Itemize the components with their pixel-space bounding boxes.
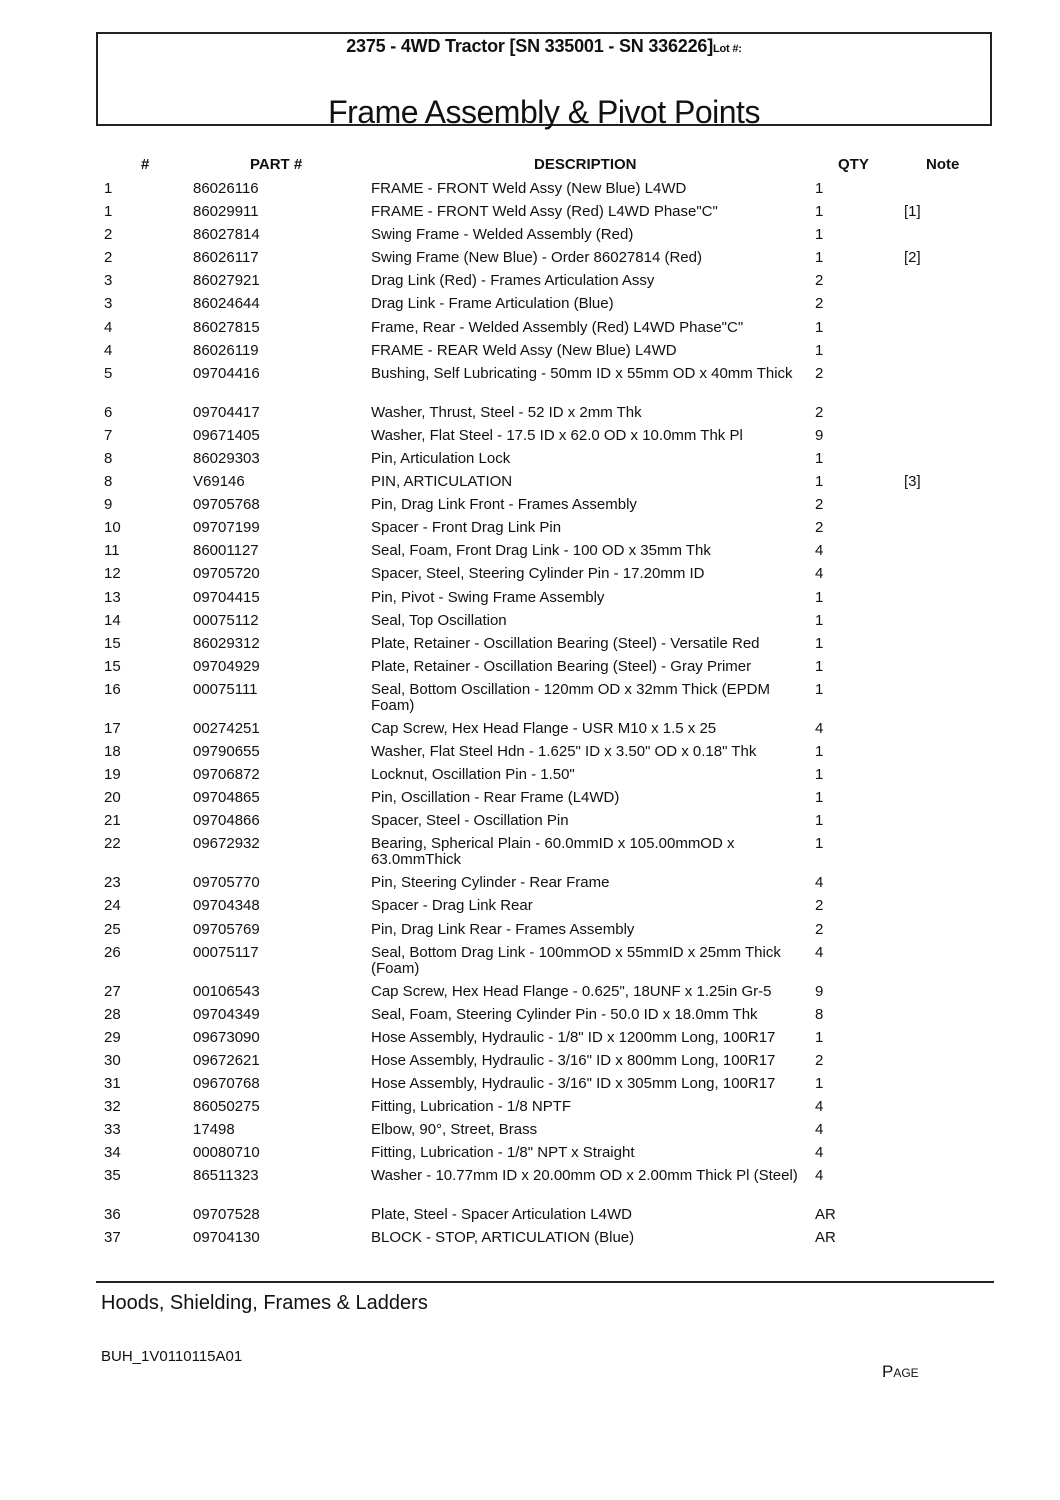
quantity: 9	[815, 426, 824, 444]
part-description: Cap Screw, Hex Head Flange - 0.625", 18UNF x 1.25in Gr-5	[371, 982, 772, 1000]
part-description: FRAME - FRONT Weld Assy (New Blue) L4WD	[371, 180, 687, 197]
note: [3]	[904, 473, 921, 491]
part-number: 86001127	[193, 542, 259, 560]
part-number: 86029303	[193, 449, 260, 467]
item-number: 25	[104, 920, 121, 938]
part-description: Washer, Thrust, Steel - 52 ID x 2mm Thk	[371, 403, 642, 421]
part-description: Pin, Drag Link Rear - Frames Assembly	[371, 920, 635, 938]
quantity: 1	[815, 812, 824, 830]
item-number: 9	[104, 496, 113, 514]
part-number: 09704929	[193, 657, 260, 675]
quantity: 2	[815, 364, 824, 382]
part-number: 00075117	[193, 943, 259, 961]
part-description: Plate, Steel - Spacer Articulation L4WD	[371, 1206, 632, 1224]
part-description: PIN, ARTICULATION	[371, 473, 513, 491]
table-row	[0, 1142, 1060, 1165]
part-description: Swing Frame (New Blue) - Order 86027814 (Red)	[371, 249, 702, 267]
table-row	[0, 293, 1060, 316]
item-number: 10	[104, 519, 121, 537]
part-description: Frame, Rear - Welded Assembly (Red) L4WD Phase"C"	[371, 318, 744, 336]
part-number: 00080710	[193, 1144, 260, 1162]
item-number: 29	[104, 1028, 121, 1046]
part-description: Fitting, Lubrication - 1/8 NPTF	[371, 1098, 572, 1116]
part-description: Pin, Articulation Lock	[371, 449, 511, 467]
table-row	[0, 448, 1060, 471]
part-number: 86026119	[193, 341, 259, 359]
part-number: 09704417	[193, 403, 260, 421]
table-row	[0, 402, 1060, 425]
table-row	[0, 201, 1060, 224]
part-description: Hose Assembly, Hydraulic - 1/8" ID x 1200mm Long, 100R17	[371, 1028, 776, 1046]
table-row	[0, 540, 1060, 563]
part-description: Washer, Flat Steel - 17.5 ID x 62.0 OD x 10.0mm Thk Pl	[371, 426, 743, 444]
table-row	[0, 872, 1060, 895]
item-number: 4	[104, 341, 113, 359]
quantity: 1	[815, 1028, 824, 1046]
table-row	[0, 517, 1060, 540]
part-number: 09672932	[193, 835, 260, 853]
part-description: Pin, Oscillation - Rear Frame (L4WD)	[371, 789, 620, 807]
item-number: 28	[104, 1005, 121, 1023]
quantity: 2	[815, 403, 824, 421]
table-row	[0, 1204, 1060, 1227]
item-number: 13	[104, 588, 121, 606]
quantity: 1	[815, 226, 824, 244]
part-description: Seal, Top Oscillation	[371, 611, 507, 629]
part-description: Spacer, Steel - Oscillation Pin	[371, 812, 569, 830]
part-number: 86029312	[193, 634, 260, 652]
table-row	[0, 247, 1060, 270]
table-row	[0, 178, 1060, 201]
part-description: FRAME - FRONT Weld Assy (Red) L4WD Phase"C"	[371, 203, 718, 221]
quantity: 1	[815, 766, 824, 784]
part-number: 09704866	[193, 812, 260, 830]
quantity: 9	[815, 982, 824, 1000]
table-row	[0, 270, 1060, 293]
part-number: 00106543	[193, 982, 260, 1000]
header-subtitle-line	[98, 36, 990, 57]
quantity: 1	[815, 341, 824, 359]
part-description: Bushing, Self Lubricating - 50mm ID x 55mm OD x 40mm Thick	[371, 364, 793, 382]
table-row	[0, 656, 1060, 679]
page-title: Frame Assembly & Pivot Points	[328, 94, 760, 130]
footer-page-label: Page	[882, 1362, 919, 1381]
item-number: 16	[104, 680, 121, 698]
item-number: 21	[104, 812, 121, 830]
part-number: 09670768	[193, 1075, 260, 1092]
table-row	[0, 363, 1060, 402]
document-subtitle: 2375 - 4WD Tractor [SN 335001 - SN 336226]	[346, 36, 714, 56]
quantity: 2	[815, 897, 824, 915]
part-description: Seal, Foam, Steering Cylinder Pin - 50.0 ID x 18.0mm Thk	[371, 1005, 758, 1023]
table-row	[0, 633, 1060, 656]
part-number: 09705769	[193, 920, 260, 938]
item-number: 32	[104, 1098, 121, 1116]
table-row	[0, 224, 1060, 247]
item-number: 3	[104, 272, 113, 290]
table-row	[0, 1227, 1060, 1250]
part-description: Pin, Pivot - Swing Frame Assembly	[371, 588, 605, 606]
item-number: 12	[104, 565, 121, 583]
item-number: 26	[104, 943, 121, 961]
quantity: 2	[815, 519, 824, 537]
table-row	[0, 340, 1060, 363]
table-row	[0, 787, 1060, 810]
quantity: 2	[815, 920, 824, 938]
item-number: 2	[104, 249, 113, 267]
part-description: Locknut, Oscillation Pin - 1.50"	[371, 766, 575, 784]
item-number: 2	[104, 226, 113, 244]
footer-divider	[96, 1281, 994, 1283]
quantity: 1	[815, 473, 824, 491]
part-number: 00075111	[193, 680, 258, 698]
quantity: 1	[815, 1075, 824, 1092]
quantity: 1	[815, 680, 824, 698]
column-header-note: Note	[926, 156, 960, 173]
part-description: Pin, Drag Link Front - Frames Assembly	[371, 496, 637, 514]
part-description: Spacer - Drag Link Rear	[371, 897, 533, 915]
column-header-qty: QTY	[838, 156, 869, 173]
table-row	[0, 741, 1060, 764]
part-number: 09705770	[193, 874, 260, 892]
column-header-part: PART #	[250, 156, 303, 173]
part-number: 86029911	[193, 203, 259, 221]
note: [2]	[904, 249, 921, 267]
part-number: 09707199	[193, 519, 260, 537]
item-number: 19	[104, 766, 121, 784]
item-number: 15	[104, 634, 121, 652]
item-number: 7	[104, 426, 113, 444]
quantity: AR	[815, 1206, 836, 1224]
quantity: 1	[815, 318, 824, 336]
item-number: 20	[104, 789, 121, 807]
part-description: Swing Frame - Welded Assembly (Red)	[371, 226, 634, 244]
part-number: 09705720	[193, 565, 260, 583]
part-number: 17498	[193, 1121, 235, 1139]
part-number: 09704865	[193, 789, 260, 807]
table-row	[0, 1050, 1060, 1073]
part-number: 09705768	[193, 496, 260, 514]
table-row	[0, 942, 1060, 981]
parts-table	[0, 178, 1060, 1251]
quantity: 2	[815, 272, 824, 290]
part-number: 09673090	[193, 1028, 260, 1046]
part-number: 86024644	[193, 295, 260, 313]
table-row	[0, 317, 1060, 340]
table-row	[0, 895, 1060, 918]
part-number: 00274251	[193, 719, 260, 737]
quantity: 4	[815, 542, 824, 560]
item-number: 6	[104, 403, 113, 421]
item-number: 11	[104, 542, 120, 560]
item-number: 8	[104, 449, 113, 467]
item-number: 23	[104, 874, 121, 892]
quantity: 2	[815, 1051, 824, 1069]
quantity: 4	[815, 565, 824, 583]
item-number: 37	[104, 1229, 121, 1247]
quantity: 1	[815, 789, 824, 807]
table-row	[0, 919, 1060, 942]
quantity: 1	[815, 249, 824, 267]
part-number: 86027815	[193, 318, 260, 336]
part-number: 09790655	[193, 742, 260, 760]
item-number: 33	[104, 1121, 121, 1139]
lot-label: Lot #:	[713, 43, 742, 55]
quantity: 4	[815, 719, 824, 737]
item-number: 35	[104, 1167, 121, 1185]
column-header-num: #	[141, 156, 150, 173]
item-number: 3	[104, 295, 113, 313]
table-row	[0, 563, 1060, 586]
quantity: 1	[815, 449, 824, 467]
table-row	[0, 718, 1060, 741]
item-number: 15	[104, 657, 121, 675]
item-number: 1	[104, 203, 113, 221]
part-number: 09672621	[193, 1051, 260, 1069]
item-number: 22	[104, 835, 121, 853]
table-row	[0, 471, 1060, 494]
table-row	[0, 494, 1060, 517]
quantity: 4	[815, 1167, 824, 1185]
quantity: 4	[815, 1098, 824, 1116]
table-row	[0, 610, 1060, 633]
part-description: Washer - 10.77mm ID x 20.00mm OD x 2.00mm Thick Pl (Steel)	[371, 1167, 798, 1185]
part-description: Cap Screw, Hex Head Flange - USR M10 x 1.5 x 25	[371, 719, 717, 737]
part-description: Hose Assembly, Hydraulic - 3/16" ID x 305mm Long, 100R17	[371, 1075, 776, 1092]
item-number: 4	[104, 318, 113, 336]
quantity: 1	[815, 835, 824, 853]
item-number: 36	[104, 1206, 121, 1224]
quantity: 2	[815, 295, 824, 313]
part-number: 09706872	[193, 766, 260, 784]
item-number: 5	[104, 364, 113, 382]
quantity: 1	[815, 588, 824, 606]
header-box	[96, 32, 992, 130]
part-number: 86026117	[193, 249, 259, 267]
quantity: 1	[815, 611, 824, 629]
part-description: Seal, Foam, Front Drag Link - 100 OD x 35mm Thk	[371, 542, 711, 560]
part-number: 09704349	[193, 1005, 260, 1023]
note: [1]	[904, 203, 921, 221]
item-number: 1	[104, 180, 113, 197]
part-number: 86027814	[193, 226, 260, 244]
part-description: Bearing, Spherical Plain - 60.0mmID x 105.00mmOD x 63.0mmThick	[371, 835, 735, 869]
item-number: 30	[104, 1051, 121, 1069]
part-number: 09704415	[193, 588, 260, 606]
table-row	[0, 764, 1060, 787]
part-description: Seal, Bottom Drag Link - 100mmOD x 55mmID x 25mm Thick (Foam)	[371, 943, 781, 977]
part-description: Seal, Bottom Oscillation - 120mm OD x 32mm Thick (EPDM Foam)	[371, 680, 770, 714]
item-number: 14	[104, 611, 121, 629]
item-number: 18	[104, 742, 121, 760]
part-description: Plate, Retainer - Oscillation Bearing (Steel) - Gray Primer	[371, 657, 752, 675]
table-row	[0, 587, 1060, 610]
table-row	[0, 810, 1060, 833]
part-number: 86027921	[193, 272, 260, 290]
quantity: 4	[815, 943, 824, 961]
part-description: Washer, Flat Steel Hdn - 1.625" ID x 3.50" OD x 0.18" Thk	[371, 742, 757, 760]
item-number: 8	[104, 473, 113, 491]
table-row	[0, 1165, 1060, 1204]
part-description: FRAME - REAR Weld Assy (New Blue) L4WD	[371, 341, 677, 359]
item-number: 17	[104, 719, 121, 737]
part-number: V69146	[193, 473, 245, 491]
table-row	[0, 833, 1060, 872]
table-row	[0, 679, 1060, 718]
part-number: 09704348	[193, 897, 260, 915]
part-number: 86511323	[193, 1167, 259, 1185]
footer-document-code: BUH_1V0110115A01	[101, 1348, 243, 1365]
quantity: 4	[815, 1121, 824, 1139]
part-number: 00075112	[193, 611, 259, 629]
table-row	[0, 1027, 1060, 1050]
quantity: 1	[815, 203, 824, 221]
quantity: 1	[815, 634, 824, 652]
table-row	[0, 425, 1060, 448]
item-number: 31	[104, 1075, 121, 1092]
item-number: 34	[104, 1144, 121, 1162]
part-description: Plate, Retainer - Oscillation Bearing (Steel) - Versatile Red	[371, 634, 760, 652]
table-row	[0, 1073, 1060, 1096]
part-description: Pin, Steering Cylinder - Rear Frame	[371, 874, 610, 892]
part-description: BLOCK - STOP, ARTICULATION (Blue)	[371, 1229, 635, 1247]
part-description: Drag Link - Frame Articulation (Blue)	[371, 295, 614, 313]
quantity: 1	[815, 742, 824, 760]
part-number: 86050275	[193, 1098, 260, 1116]
part-description: Hose Assembly, Hydraulic - 3/16" ID x 800mm Long, 100R17	[371, 1051, 776, 1069]
table-row	[0, 1119, 1060, 1142]
table-row	[0, 1096, 1060, 1119]
part-number: 09704416	[193, 364, 260, 382]
part-number: 86026116	[193, 180, 259, 197]
quantity: 2	[815, 496, 824, 514]
quantity: 8	[815, 1005, 824, 1023]
footer-section-title: Hoods, Shielding, Frames & Ladders	[101, 1292, 428, 1314]
table-row	[0, 981, 1060, 1004]
item-number: 27	[104, 982, 121, 1000]
part-description: Elbow, 90°, Street, Brass	[371, 1121, 538, 1139]
quantity: 1	[815, 180, 824, 197]
quantity: 4	[815, 1144, 824, 1162]
quantity: AR	[815, 1229, 836, 1247]
column-header-description: DESCRIPTION	[534, 156, 637, 173]
table-row	[0, 1004, 1060, 1027]
quantity: 1	[815, 657, 824, 675]
part-description: Fitting, Lubrication - 1/8" NPT x Straight	[371, 1144, 635, 1162]
part-number: 09707528	[193, 1206, 260, 1224]
item-number: 24	[104, 897, 121, 915]
part-number: 09671405	[193, 426, 260, 444]
quantity: 4	[815, 874, 824, 892]
part-description: Drag Link (Red) - Frames Articulation Assy	[371, 272, 655, 290]
part-number: 09704130	[193, 1229, 260, 1247]
part-description: Spacer - Front Drag Link Pin	[371, 519, 562, 537]
part-description: Spacer, Steel, Steering Cylinder Pin - 17.20mm ID	[371, 565, 705, 583]
